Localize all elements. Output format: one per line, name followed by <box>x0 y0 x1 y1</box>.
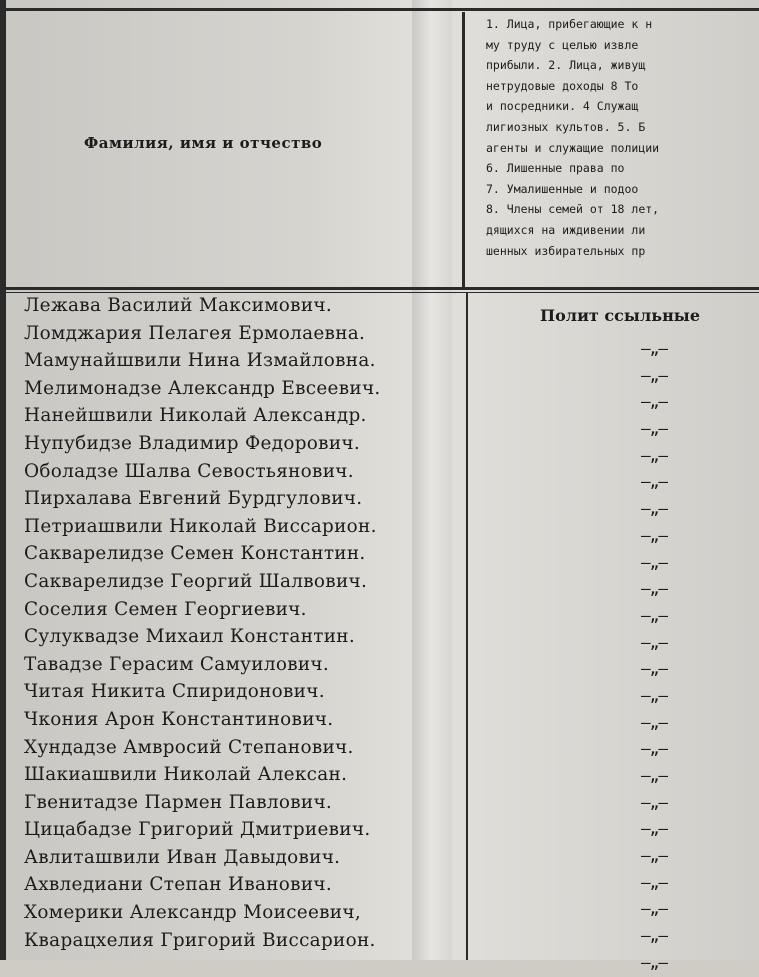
name-entry: Сакварелидзе Георгий Шалвович. <box>24 570 368 592</box>
name-entry: Сулуквадзе Михаил Константин. <box>24 626 355 648</box>
name-entry: Шакиашвили Николай Алексан. <box>24 764 348 786</box>
ditto-mark: —„— <box>641 365 667 385</box>
legend-line: 8. Члены семей от 18 лет, <box>486 202 660 217</box>
legend-line: му труду с целью извле <box>486 37 639 52</box>
legend-line: 7. Умалишенные и подоо <box>486 181 639 196</box>
name-entry: Нупубидзе Владимир Федорович. <box>24 432 360 454</box>
ditto-mark: —„— <box>641 926 667 946</box>
name-entry: Мамунайшвили Нина Измайловна. <box>24 350 376 372</box>
legend-line: прибыли. 2. Лица, живущ <box>486 58 646 73</box>
ditto-mark: —„— <box>641 339 667 358</box>
name-entry: Соселия Семен Георгиевич. <box>24 598 307 620</box>
legend-line: агенты и служащие полиции <box>486 140 660 155</box>
legend-line: 6. Лишенные права по <box>486 161 625 176</box>
ditto-mark: —„— <box>641 445 667 465</box>
status-column-title: Полит ссыльные <box>540 306 701 325</box>
ditto-mark: —„— <box>641 739 667 759</box>
legend-line: дящихся на иждивении ли <box>486 222 646 237</box>
ditto-mark: —„— <box>641 792 667 812</box>
ditto-mark: —„— <box>641 766 667 785</box>
name-entry: Тавадзе Герасим Самуилович. <box>24 653 330 675</box>
legend-line: нетрудовые доходы 8 То <box>486 78 639 93</box>
name-entry: Нанейшвили Николай Александр. <box>24 405 367 427</box>
ditto-mark: —„— <box>641 472 667 492</box>
name-entry: Кварацхелия Григорий Виссарион. <box>24 929 376 951</box>
ditto-mark: —„— <box>641 659 667 679</box>
ditto-mark: —„— <box>641 552 667 572</box>
ditto-mark: —„— <box>641 872 667 892</box>
name-entry: Хундадзе Амвросий Степанович. <box>24 736 354 758</box>
name-entry: Гвенитадзе Пармен Павлович. <box>24 791 333 813</box>
page-edge <box>0 0 6 960</box>
name-entry: Читая Никита Спиридонович. <box>24 681 325 703</box>
name-entry: Пирхалава Евгений Бурдгулович. <box>24 488 363 510</box>
name-entry: Сакварелидзе Семен Константин. <box>24 543 366 565</box>
legend-line: 1. Лица, прибегающие к н <box>486 17 653 31</box>
legend-line: лигиозных культов. 5. Б <box>486 119 646 134</box>
legend-line: и посредники. 4 Служащ <box>486 99 639 114</box>
ditto-mark: —„— <box>641 685 667 705</box>
name-entry: Петриашвили Николай Виссарион. <box>24 515 377 537</box>
name-entry: Ахвледиани Степан Иванович. <box>24 874 332 896</box>
body-vertical-rule <box>466 292 468 960</box>
name-entry: Цицабадзе Григорий Дмитриевич. <box>24 819 371 841</box>
ditto-mark: —„— <box>641 952 667 972</box>
legend-line: шенных избирательных пр <box>486 243 646 258</box>
name-entry: Мелимонадзе Александр Евсеевич. <box>24 377 381 399</box>
name-entry: Ломджария Пелагея Ермолаевна. <box>24 322 366 344</box>
name-entry: Авлиташвили Иван Давыдович. <box>24 846 341 868</box>
ditto-mark: —„— <box>641 579 667 599</box>
header-name-column-title: Фамилия, имя и отчество <box>84 134 323 152</box>
ditto-mark: —„— <box>641 632 667 652</box>
category-legend <box>486 14 758 261</box>
name-entry: Чкония Арон Константинович. <box>24 708 334 730</box>
ditto-mark: —„— <box>641 899 667 919</box>
name-list <box>24 292 464 954</box>
ditto-mark: —„— <box>641 419 667 439</box>
top-rule <box>0 8 759 11</box>
name-entry: Хомерики Александр Моисеевич, <box>24 902 361 924</box>
ditto-mark-list <box>614 336 694 977</box>
ditto-mark: —„— <box>641 499 667 519</box>
ditto-mark: —„— <box>641 525 667 545</box>
ditto-mark: —„— <box>641 605 667 625</box>
ditto-mark: —„— <box>641 712 667 732</box>
header-vertical-rule <box>462 12 465 288</box>
name-entry: Оболадзе Шалва Севостьянович. <box>24 460 354 482</box>
ditto-mark: —„— <box>641 819 667 839</box>
header-bottom-rule <box>0 287 759 290</box>
ditto-mark: —„— <box>641 846 667 866</box>
ditto-mark: —„— <box>641 392 667 412</box>
name-entry: Лежава Василий Максимович. <box>24 295 332 316</box>
